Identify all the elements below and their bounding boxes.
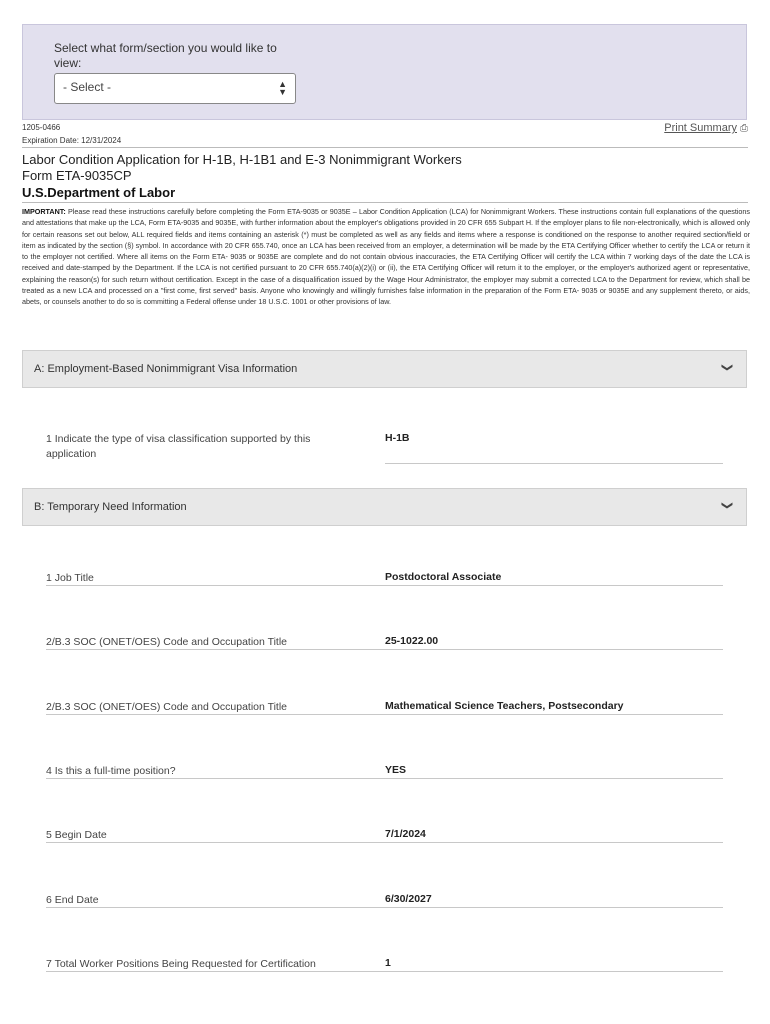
field-divider	[46, 714, 723, 715]
field-divider	[46, 907, 723, 908]
field-value: Mathematical Science Teachers, Postsecondary	[385, 700, 624, 712]
select-arrows-icon: ▲ ▼	[278, 79, 287, 97]
field-divider	[46, 842, 723, 843]
form-number: Form ETA-9035CP	[22, 168, 132, 183]
section-b-header[interactable]	[22, 488, 747, 526]
field-label: 1 Indicate the type of visa classification supported by this application	[46, 433, 311, 460]
important-text: Please read these instructions carefully before completing the Form ETA-9035 or 9035E – Labor Condition Application (LCA) for Nonimmigrant Workers. These instructions contain full explanations of the questions and attestations that make up the LCA, Form ETA-9035 and 9035E, with further information about the employer's obligations provided in 20 CFR 655 Subpart H. If the employer plans to file non-electronically, which is allowed only for certain reasons set out below, ALL required fields and items containing an asterisk (*) must be completed as well as any fields and items where a response is conditioned on the response to another required section/field or item as indicated by the section (§) symbol. In accordance with 20 CFR 655.740, once an LCA has been received from an employer, a determination will be made by the ETA Certifying Officer whether to certify the LCA or return it to the employer not certified. Where all items on the Form ETA- 9035 or 9035E are complete and do not contain obvious inaccuracies, the ETA Certifying Officer will certify the LCA within 7 working days of the date the LCA is received and date-stamped by the Department. If the LCA is not certified pursuant to 20 CFR 655.740(a)(2)(i) or (ii), the ETA Certifying Officer will return it to the employer, or the employer's authorized agent or representative, explaining the reason(s) for such return without certification. Except in the case of a disqualification issued by the Wage Hour Administrator, the employer may submit a corrected LCA to the Department for review, which shall be treated as a new LCA and processed on a "first come, first served" basis. Anyone who knowingly and willingly furnishes false information in the preparation of the Form ETA- 9035 or 9035E and any supplement thereto, or aids, abets, or counsels another to do so is committing a Federal offense under 18 U.S.C. 1001 or other provisions of law.	[22, 207, 750, 307]
header-divider	[22, 147, 748, 148]
agency-name: U.S.Department of Labor	[22, 185, 176, 200]
expiration-date: Expiration Date: 12/31/2024	[22, 136, 122, 145]
field-divider	[385, 463, 723, 464]
print-summary-label: Print Summary	[664, 122, 737, 134]
field-label: 2/B.3 SOC (ONET/OES) Code and Occupation Title	[46, 701, 288, 713]
field-divider	[46, 778, 723, 779]
select-value: - Select -	[63, 80, 112, 94]
print-summary-link[interactable]	[664, 122, 748, 134]
important-instructions	[22, 206, 750, 308]
field-label: 5 Begin Date	[46, 829, 107, 841]
field-value: H-1B	[385, 432, 410, 444]
form-section-selector-panel	[22, 24, 747, 120]
selector-label: Select what form/section you would like to view:	[54, 41, 277, 70]
field-label: 1 Job Title	[46, 572, 94, 584]
field-label: 4 Is this a full-time position?	[46, 765, 176, 777]
field-divider	[46, 585, 723, 586]
section-a-header[interactable]	[22, 350, 747, 388]
field-value: 1	[385, 957, 391, 969]
field-divider	[46, 971, 723, 972]
field-value: 7/1/2024	[385, 828, 426, 840]
section-a-title: A: Employment-Based Nonimmigrant Visa Information	[34, 363, 298, 375]
field-label: 6 End Date	[46, 894, 99, 906]
field-value: 6/30/2027	[385, 893, 432, 905]
section-b-title: B: Temporary Need Information	[34, 501, 187, 513]
field-label: 2/B.3 SOC (ONET/OES) Code and Occupation Title	[46, 636, 288, 648]
chevron-down-icon: ❯	[720, 500, 733, 511]
chevron-down-icon: ❯	[720, 362, 733, 373]
important-label: IMPORTANT:	[22, 207, 66, 216]
field-value: YES	[385, 764, 407, 776]
omb-number: 1205-0466	[22, 123, 61, 132]
field-value: 25-1022.00	[385, 635, 439, 647]
form-section-select[interactable]	[54, 73, 296, 104]
printer-icon: ⎙	[740, 123, 748, 134]
field-divider	[46, 649, 723, 650]
field-value: Postdoctoral Associate	[385, 571, 502, 583]
field-label: 7 Total Worker Positions Being Requested for Certification	[46, 958, 316, 970]
title-divider	[22, 202, 748, 203]
form-title: Labor Condition Application for H-1B, H-1B1 and E-3 Nonimmigrant Workers	[22, 152, 462, 167]
